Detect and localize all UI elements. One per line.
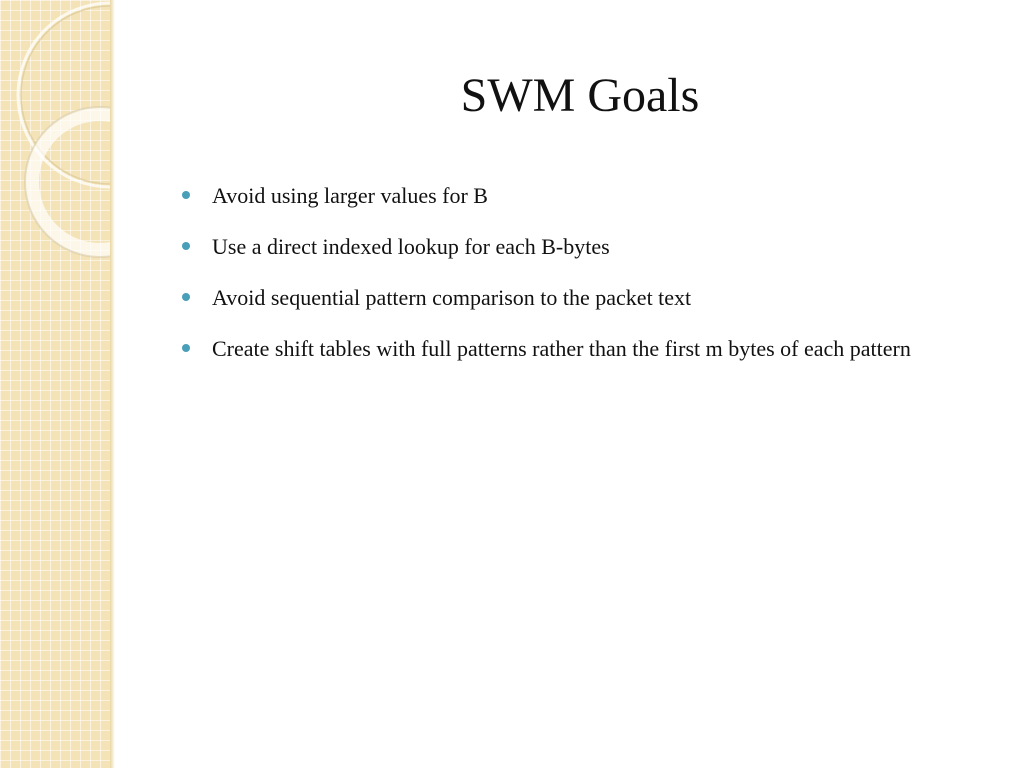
bullet-icon: [182, 344, 190, 352]
bullet-text: Use a direct indexed lookup for each B-bytes: [212, 234, 610, 259]
slide-title: SWM Goals: [460, 69, 700, 122]
bullet-item: [182, 327, 972, 370]
bullet-text: Avoid sequential pattern comparison to the packet text: [212, 285, 692, 310]
bullet-item: [182, 276, 972, 319]
bullet-icon: [182, 191, 190, 199]
bullet-text: Create shift tables with full patterns rather than the first m bytes of each pattern: [212, 336, 911, 361]
decorative-side-band: [0, 0, 113, 768]
bullet-item: [182, 225, 972, 268]
bullet-icon: [182, 242, 190, 250]
bullet-item: [182, 174, 972, 217]
bullet-icon: [182, 293, 190, 301]
side-band-edge: [110, 0, 115, 768]
bullet-text: Avoid using larger values for B: [212, 183, 488, 208]
bullet-list: [182, 174, 972, 378]
decorative-circles-graphic: [0, 0, 113, 260]
